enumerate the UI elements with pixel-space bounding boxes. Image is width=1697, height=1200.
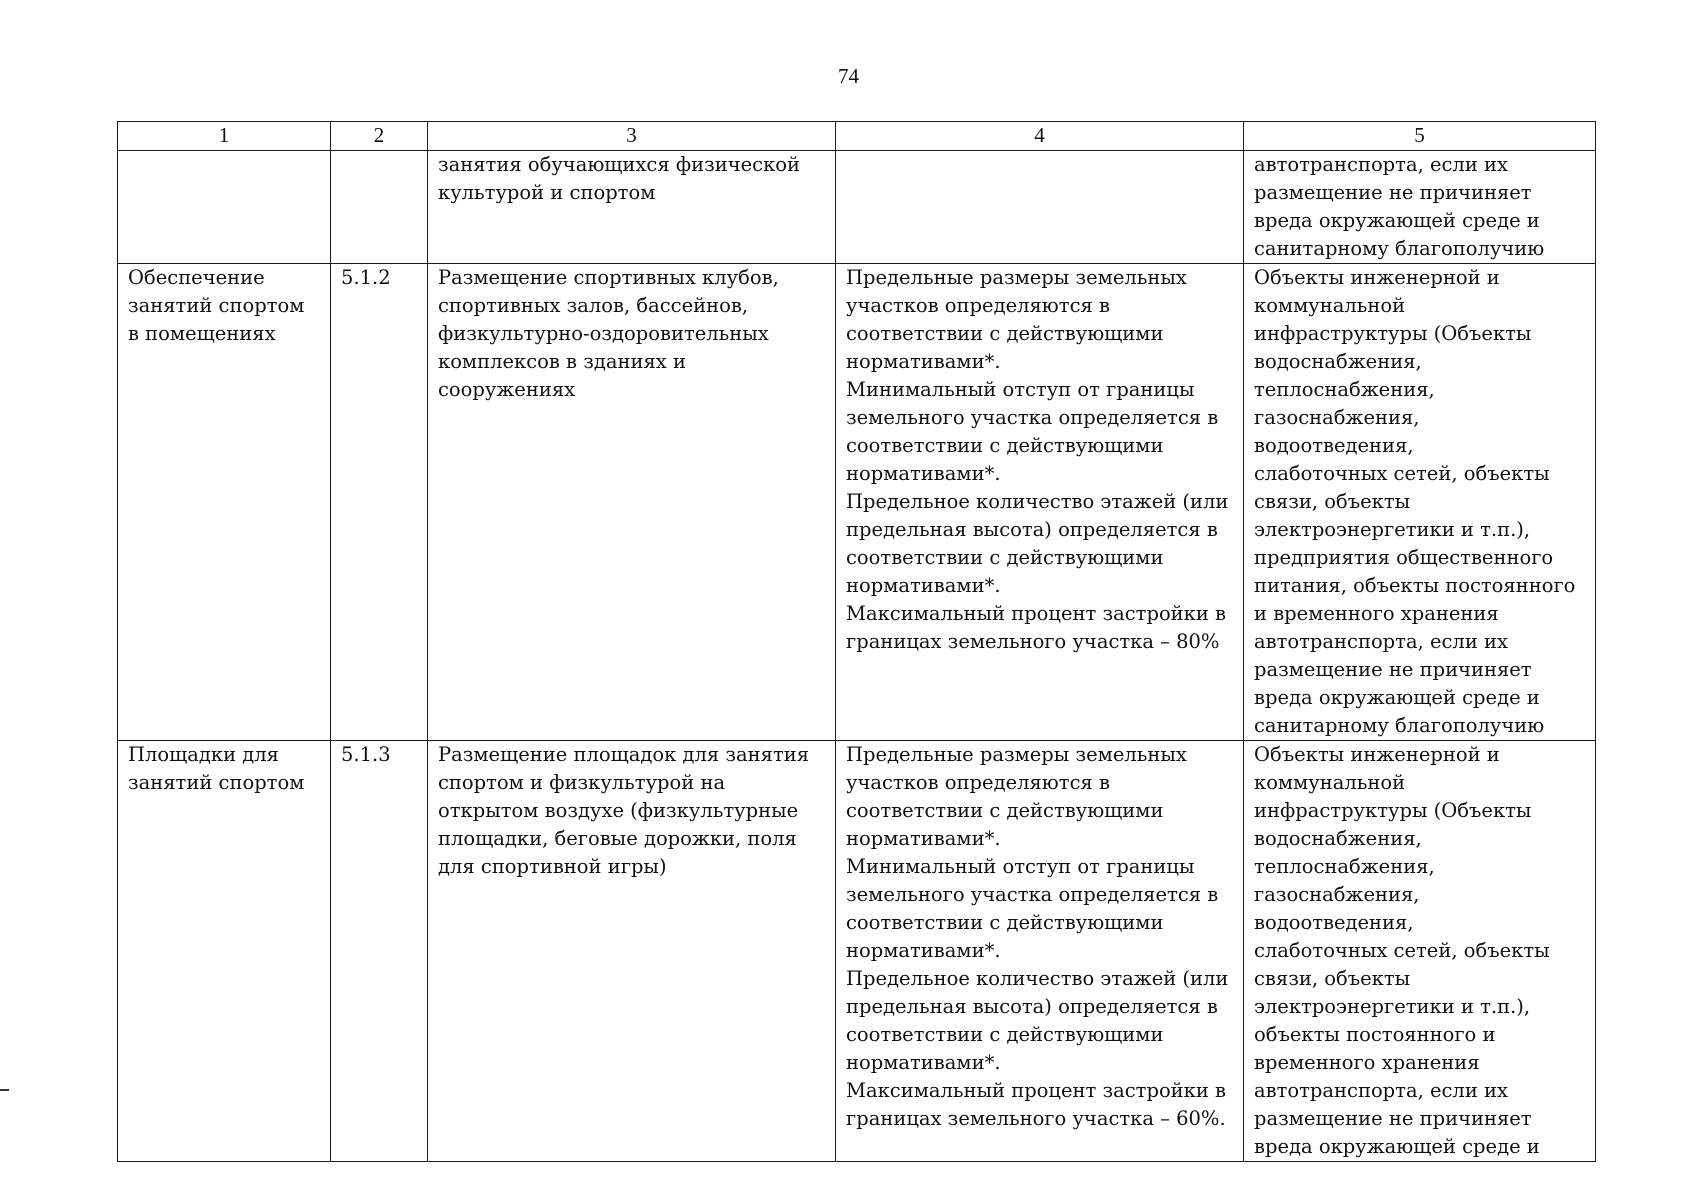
land-use-table	[117, 121, 1596, 1162]
cell-text: Объекты инженерной и коммунальной инфраструктуры (Объекты водоснабжения, теплоснабжения, газоснабжения, водоотведения, слаботочных сетей, объекты связи, объекты электроэнергетики и т.п.), объекты постоянного и временного хранения автотранспорта, если их размещение не причиняет вреда окружающей среде и	[1254, 743, 1550, 1158]
column-header-1: 1	[118, 122, 331, 151]
cell-text: Обеспечение занятий спортом в помещениях	[128, 266, 305, 345]
cell-code	[331, 741, 428, 1162]
cell-parameters	[836, 264, 1244, 741]
table-row-continuation	[118, 151, 1596, 264]
cell-text: Размещение площадок для занятия спортом и физкультурой на открытом воздухе (физкультурные площадки, беговые дорожки, поля для спортивной игры)	[438, 743, 810, 878]
table-row-5-1-3	[118, 741, 1596, 1162]
cell-use-name	[118, 151, 331, 264]
cell-text: 5.1.3	[341, 743, 391, 766]
column-header-2: 2	[331, 122, 428, 151]
cell-description	[428, 151, 836, 264]
cell-description	[428, 741, 836, 1162]
cell-auxiliary-uses	[1244, 151, 1596, 264]
cell-description	[428, 264, 836, 741]
cell-auxiliary-uses	[1244, 264, 1596, 741]
cell-text: 5.1.2	[341, 266, 391, 289]
cell-code	[331, 264, 428, 741]
column-header-4: 4	[836, 122, 1244, 151]
cell-use-name	[118, 264, 331, 741]
cell-auxiliary-uses	[1244, 741, 1596, 1162]
page-number: 74	[838, 64, 859, 88]
cell-parameters	[836, 741, 1244, 1162]
cell-text: Площадки для занятий спортом	[128, 743, 305, 794]
column-header-3: 3	[428, 122, 836, 151]
table-row-5-1-2	[118, 264, 1596, 741]
cell-text: автотранспорта, если их размещение не причиняет вреда окружающей среде и санитарному благополучию	[1254, 153, 1545, 260]
cell-text: Предельные размеры земельных участков определяются в соответствии с действующими нормативами*. Минимальный отступ от границы земельного участка определяется в соответствии с действующими нормативами*. Предельное количество этажей (или предельная высота) определяется в соответствии с действующими нормативами*. Максимальный процент застройки в границах земельного участка – 80%	[846, 266, 1229, 653]
cell-parameters	[836, 151, 1244, 264]
cell-code	[331, 151, 428, 264]
margin-mark	[0, 1089, 9, 1091]
table-header-row	[118, 122, 1596, 151]
column-header-5: 5	[1244, 122, 1596, 151]
cell-text: Объекты инженерной и коммунальной инфраструктуры (Объекты водоснабжения, теплоснабжения, газоснабжения, водоотведения, слаботочных сетей, объекты связи, объекты электроэнергетики и т.п.), предприятия общественного питания, объекты постоянного и временного хранения автотранспорта, если их размещение не причиняет вреда окружающей среде и санитарному благополучию	[1254, 266, 1576, 737]
cell-use-name	[118, 741, 331, 1162]
cell-text: Размещение спортивных клубов, спортивных залов, бассейнов, физкультурно-оздоровительных комплексов в зданиях и сооружениях	[438, 266, 779, 401]
cell-text: занятия обучающихся физической культурой и спортом	[438, 153, 801, 204]
cell-text: Предельные размеры земельных участков определяются в соответствии с действующими нормативами*. Минимальный отступ от границы земельного участка определяется в соответствии с действующими нормативами*. Предельное количество этажей (или предельная высота) определяется в соответствии с действующими нормативами*. Максимальный процент застройки в границах земельного участка – 60%.	[846, 743, 1229, 1130]
